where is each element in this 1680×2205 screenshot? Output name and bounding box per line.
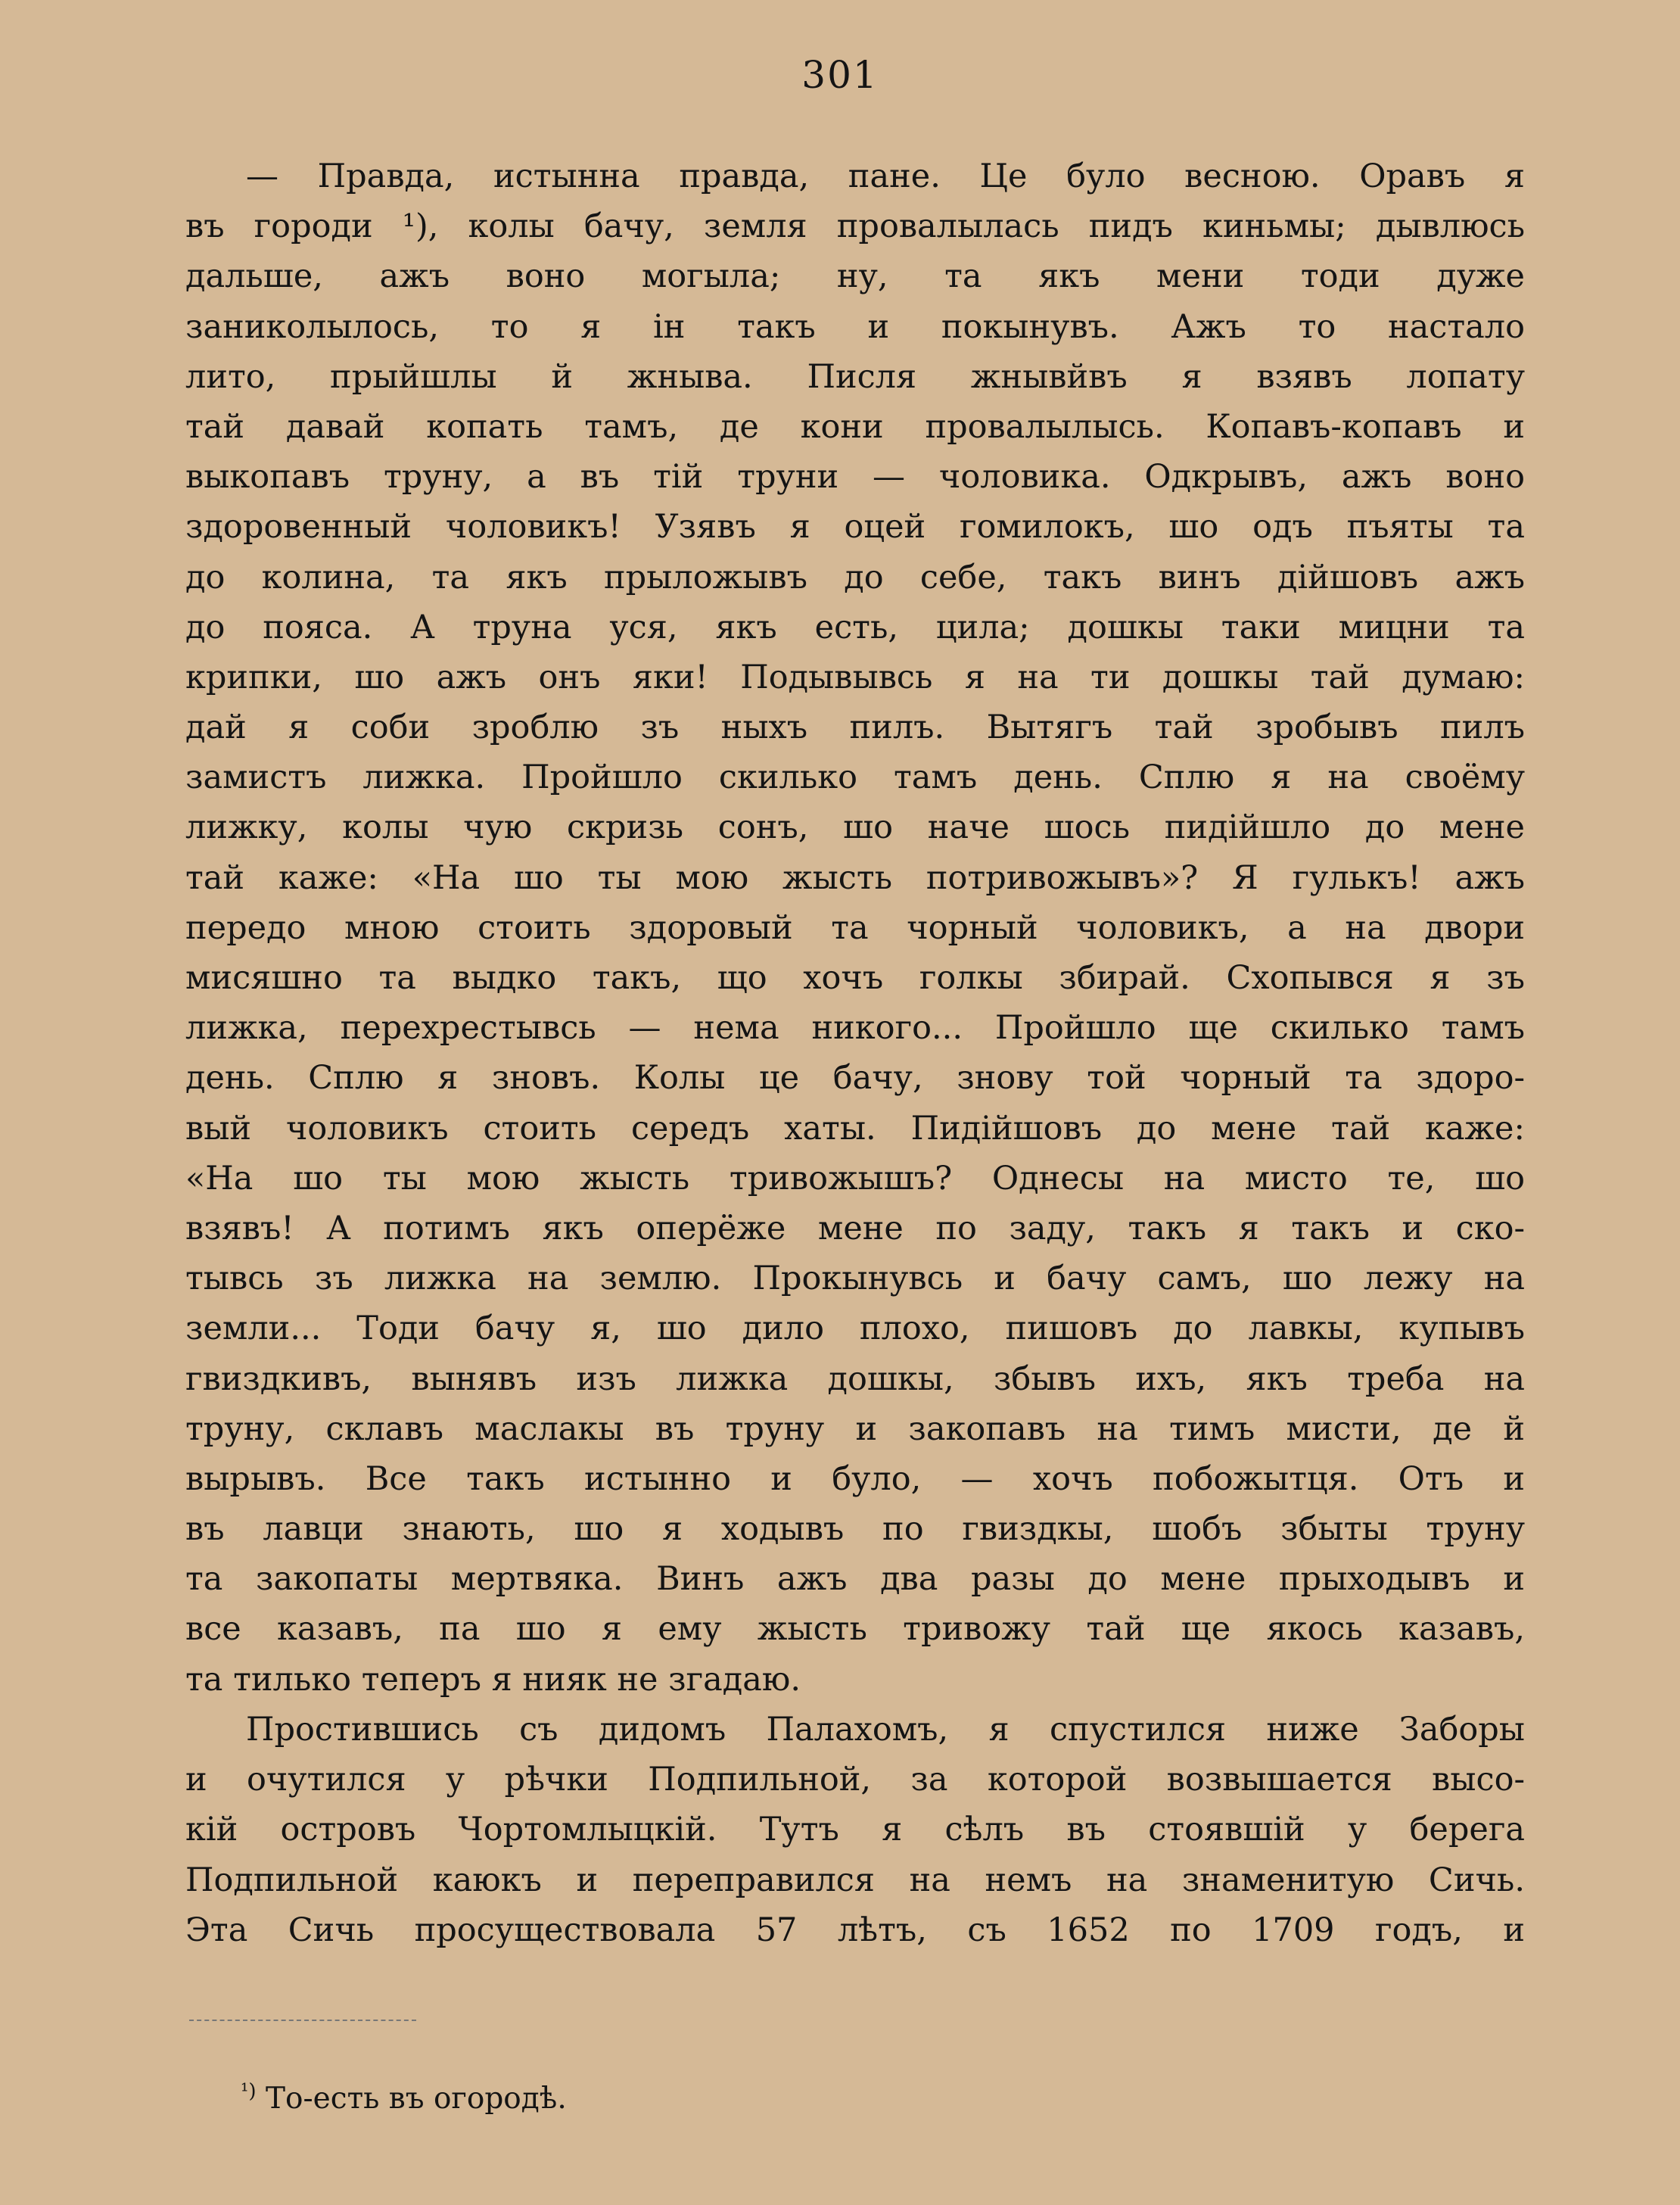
text-line: «На шо ты мою жысть тривожышъ? Однесы на мисто те, шо (185, 1159, 1525, 1197)
text-line: лижка, перехрестывсь — нема никого... Пройшло ще скилько тамъ (185, 1009, 1525, 1048)
text-line: лито, прыйшлы й жныва. Писля жнывйвъ я взявъ лопату (185, 357, 1525, 396)
footnote-text: То-есть въ огородѣ. (265, 2082, 567, 2116)
text-line: передо мною стоить здоровый та чорный чоловикъ, а на двори (185, 908, 1525, 947)
paragraph-dialogue (185, 151, 1525, 1705)
footnote-divider (189, 2020, 416, 2021)
text-line: заниколылось, то я ін такъ и покынувъ. Ажъ то настало (185, 307, 1525, 346)
text-line: та закопаты мертвяка. Винъ ажъ два разы до мене прыходывъ и (185, 1560, 1525, 1599)
text-line: здоровенный чоловикъ! Узявъ я оцей гомилокъ, шо одъ пъяты та (185, 508, 1525, 547)
text-line: Эта Сичь просуществовала 57 лѣтъ, съ 1652 по 1709 годъ, и (185, 1911, 1525, 1949)
text-line: взявъ! А потимъ якъ оперёже мене по заду, такъ я такъ и ско- (185, 1209, 1525, 1247)
text-line: кій островъ Чортомлыцкій. Тутъ я сѣлъ въ стоявшій у берега (185, 1811, 1525, 1849)
text-line: крипки, шо ажъ онъ яки! Подывывсь я на ти дошкы тай думаю: (185, 658, 1525, 696)
text-line: тай давай копать тамъ, де кони провалылысь. Копавъ-копавъ и (185, 407, 1525, 446)
text-line: въ городи ¹), колы бачу, земля провалылась пидъ киньмы; дывлюсь (185, 207, 1525, 246)
text-line: день. Сплю я зновъ. Колы це бачу, знову той чорный та здоро- (185, 1059, 1525, 1098)
text-line: въ лавци знають, шо я ходывъ по гвиздкы, шобъ збыты труну (185, 1510, 1525, 1549)
text-line: все казавъ, па шо я ему жысть тривожу тай ще якось казавъ, (185, 1610, 1525, 1649)
text-line: Подпильной каюкъ и переправился на немъ на знаменитую Сичь. (185, 1861, 1525, 1899)
text-line: Простившись съ дидомъ Палахомъ, я спустился ниже Заборы (246, 1711, 1525, 1749)
text-line: до пояса. А труна уся, якъ есть, цила; дошкы таки мицни та (185, 608, 1525, 646)
footnote-marker: ¹) (241, 2080, 257, 2103)
text-line: труну, склавъ маслакы въ труну и закопавъ на тимъ мисти, де й (185, 1409, 1525, 1448)
page-number: 301 (801, 53, 879, 97)
text-line: дальше, ажъ воно могыла; ну, та якъ мени тоди дуже (185, 257, 1525, 296)
text-line: до колина, та якъ прыложывъ до себе, такъ винъ дійшовъ ажъ (185, 558, 1525, 596)
text-line: гвиздкивъ, вынявъ изъ лижка дошкы, збывъ ихъ, якъ треба на (185, 1359, 1525, 1398)
text-line: земли... Тоди бачу я, шо дило плохо, пишовъ до лавкы, купывъ (185, 1310, 1525, 1348)
text-line: вырывъ. Все такъ истынно и було, — хочъ побожытця. Отъ и (185, 1459, 1525, 1498)
paragraph-narrative (185, 1705, 1525, 1955)
text-line: та тилько теперъ я нияк не згадаю. (185, 1660, 801, 1699)
text-line: тывсь зъ лижка на землю. Прокынувсь и бачу самъ, шо лежу на (185, 1260, 1525, 1298)
footnote (241, 2073, 567, 2118)
text-line: мисяшно та выдко такъ, що хочъ голкы збирай. Схопывся я зъ (185, 959, 1525, 997)
text-line: и очутился у рѣчки Подпильной, за которой возвышается высо- (185, 1761, 1525, 1799)
text-line: дай я соби зроблю зъ ныхъ пилъ. Вытягъ тай зробывъ пилъ (185, 709, 1525, 747)
text-line: — Правда, истынна правда, пане. Це було весною. Оравъ я (246, 157, 1525, 195)
text-line: замистъ лижка. Пройшло скилько тамъ день. Сплю я на своёму (185, 758, 1525, 797)
text-line: тай каже: «На шо ты мою жысть потривожывъ»? Я гулькъ! ажъ (185, 858, 1525, 897)
text-line: вый чоловикъ стоить середъ хаты. Пидійшовъ до мене тай каже: (185, 1109, 1525, 1148)
text-line: выкопавъ труну, а въ тій труни — чоловика. Одкрывъ, ажъ воно (185, 458, 1525, 497)
text-line: лижку, колы чую скризь сонъ, шо наче шось пидійшло до мене (185, 808, 1525, 847)
